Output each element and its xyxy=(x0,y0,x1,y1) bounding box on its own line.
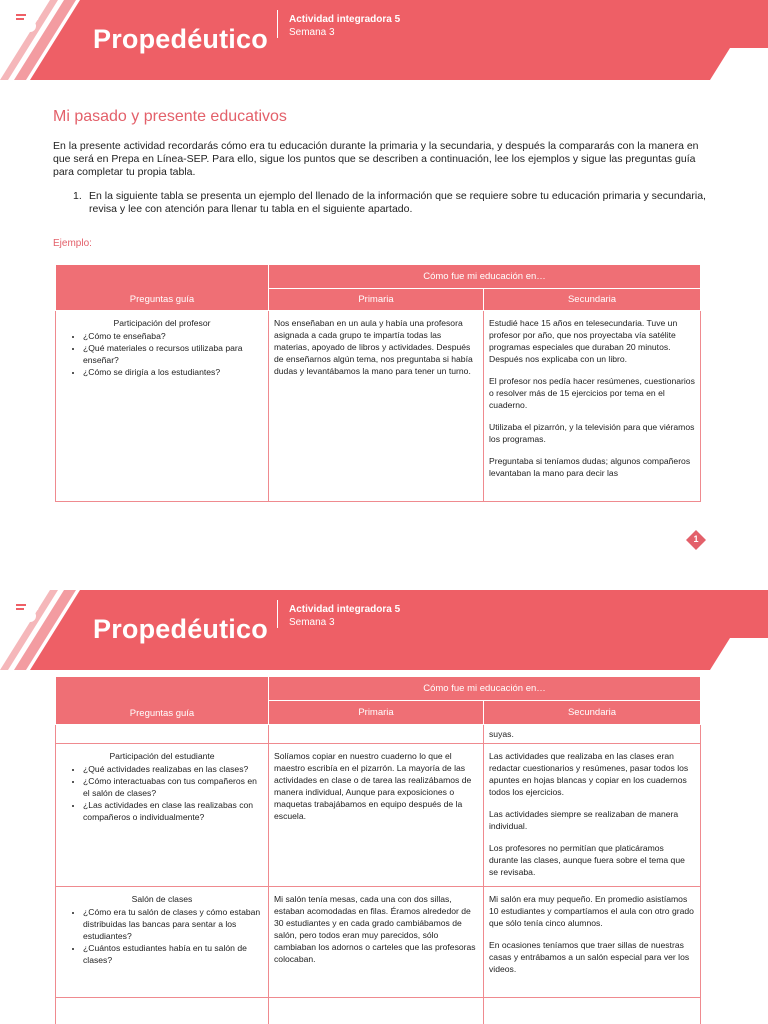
question-group-title: Participación del estudiante xyxy=(109,751,215,761)
question-item: • ¿Cuántos estudiantes había en tu salón de clases? xyxy=(83,942,263,966)
example-table-part-1 xyxy=(55,264,701,502)
secondary-answer-cell xyxy=(484,744,701,887)
answer-paragraph: Mi salón era muy pequeño. En promedio asistíamos 10 estudiantes y compartíamos el aula con otro grado que sólo tenía cinco alumnos. xyxy=(489,894,694,928)
answer-paragraph: suyas. xyxy=(489,729,514,739)
question-item: • ¿Cómo se dirigía a los estudiantes? xyxy=(83,366,263,378)
questions-cell xyxy=(56,311,269,502)
col-header-questions: Preguntas guía xyxy=(56,265,269,311)
primary-answer-cell xyxy=(269,311,484,502)
prepa-en-linea-logo-icon xyxy=(0,590,44,626)
brand-title: Propedéutico xyxy=(93,24,268,54)
question-item: • ¿Cómo era tu salón de clases y cómo estaban distribuidas las bancas para sentar a los estudiantes? xyxy=(83,906,263,942)
activity-week: Semana 3 xyxy=(289,617,335,628)
questions-cell xyxy=(56,725,269,744)
primary-answer-cell xyxy=(269,887,484,998)
question-list xyxy=(61,330,263,378)
answer-paragraph: Las actividades siempre se realizaban de manera individual. xyxy=(489,809,679,831)
table-row-profesor xyxy=(56,311,701,502)
questions-cell xyxy=(56,887,269,998)
page-gap xyxy=(0,562,768,590)
example-table-part-2 xyxy=(55,676,701,1024)
header-separator xyxy=(277,10,278,38)
table-row-next xyxy=(56,998,701,1024)
questions-cell xyxy=(56,744,269,887)
activity-title: Actividad integradora 5 xyxy=(289,604,401,615)
answer-paragraph: Preguntaba si teníamos dudas; algunos compañeros levantaban la mano para decir las xyxy=(489,456,691,478)
question-item: • ¿Qué materiales o recursos utilizaba para enseñar? xyxy=(83,342,263,366)
question-item: • ¿Cómo interactuabas con tus compañeros en el salón de clases? xyxy=(83,775,263,799)
question-group-title: Salón de clases xyxy=(131,894,193,904)
instruction-step-1 xyxy=(73,190,713,216)
primary-answer-cell xyxy=(269,725,484,744)
answer-paragraph: Las actividades que realizaba en las clases eran redactar cuestionarios y resúmenes, pasar todos los apuntes en hojas blancas y copiar en los cuadernos todos los ejercicios. xyxy=(489,751,689,797)
answer-paragraph: El profesor nos pedía hacer resúmenes, cuestionarios o resolver más de 15 ejercicios por tema en el cuaderno. xyxy=(489,376,695,410)
activity-week: Semana 3 xyxy=(289,27,335,38)
table-row-continuation xyxy=(56,725,701,744)
secondary-answer-cell xyxy=(484,725,701,744)
header-banner xyxy=(0,590,768,670)
brand-title: Propedéutico xyxy=(93,614,268,644)
step-text: En la siguiente tabla se presenta un ejemplo del llenado de la información que se requiere sobre tu educación primaria y secundaria, revisa y lee con atención para llenar tu tabla en el siguiente apartado. xyxy=(89,190,706,215)
document-page-2 xyxy=(0,590,768,1024)
answer-paragraph: Solíamos copiar en nuestro cuaderno lo que el maestro escribía en el pizarrón. La mayoría de las actividades en clase o de tarea las realizábamos de manera individual, Aunque para exposiciones o maquetas trabajábamos en equipo después de la escuela. xyxy=(274,751,472,821)
example-label: Ejemplo: xyxy=(53,238,92,249)
header-banner xyxy=(0,0,768,80)
prepa-en-linea-logo-icon xyxy=(0,0,44,36)
activity-title: Actividad integradora 5 xyxy=(289,14,401,25)
answer-paragraph: Estudié hace 15 años en telesecundaria. Tuve un profesor por año, que nos proyectaba vía satélite programas especiales que duraban 20 minutos. Después nos explicaba con un libro. xyxy=(489,318,678,364)
header-separator xyxy=(277,600,278,628)
activity-heading: Mi pasado y presente educativos xyxy=(53,108,287,125)
col-header-group: Cómo fue mi educación en… xyxy=(269,265,701,289)
secondary-answer-cell xyxy=(484,887,701,998)
answer-paragraph: Mi salón tenía mesas, cada una con dos sillas, estaban acomodadas en filas. Éramos alrededor de 30 estudiantes y en cada grado cambiábamos de salón, pero todos eran muy parecidos, sólo cambiaban los adornos o carteles que las profesoras colocaban. xyxy=(274,894,476,964)
col-header-secondary: Secundaria xyxy=(484,289,701,311)
answer-paragraph: En ocasiones teníamos que traer sillas de nuestras casas y entrábamos a un salón especial para ver los videos. xyxy=(489,940,690,974)
answer-paragraph: Los profesores no permitían que platicáramos durante las clases, aunque fuera sobre el tema que se revisaba. xyxy=(489,843,685,877)
col-header-questions: Preguntas guía xyxy=(56,677,269,725)
question-item: • ¿Qué actividades realizabas en las clases? xyxy=(83,763,263,775)
col-header-primary: Primaria xyxy=(269,701,484,725)
intro-paragraph: En la presente actividad recordarás cómo era tu educación durante la primaria y la secundaria, y después la compararás con la manera en que será en Prepa en Línea-SEP. Para ello, sigue los puntos que se describen a continuación, lee los ejemplos y sigue las preguntas guía para completar tu propia tabla. xyxy=(53,140,699,178)
step-number: 1. xyxy=(73,190,82,202)
col-header-group: Cómo fue mi educación en… xyxy=(269,677,701,701)
secondary-answer-cell xyxy=(484,998,701,1024)
answer-paragraph: Nos enseñaban en un aula y había una profesora asignada a cada grupo te impartía todas las materias, apoyado de libros y actividades. Después de enseñarnos algún tema, nos preguntaba si había dudas y levantábamos la mano para tener un turno. xyxy=(274,318,473,376)
page-number: 1 xyxy=(693,534,699,544)
question-list xyxy=(61,906,263,966)
question-item: • ¿Las actividades en clase las realizabas con compañeros o individualmente? xyxy=(83,799,263,823)
col-header-secondary: Secundaria xyxy=(484,701,701,725)
question-item: • ¿Cómo te enseñaba? xyxy=(83,330,263,342)
table-row-estudiante xyxy=(56,744,701,887)
col-header-primary: Primaria xyxy=(269,289,484,311)
question-group-title: Participación del profesor xyxy=(113,318,211,328)
questions-cell xyxy=(56,998,269,1024)
question-list xyxy=(61,763,263,823)
answer-paragraph: Utilizaba el pizarrón, y la televisión para que viéramos los programas. xyxy=(489,422,695,444)
secondary-answer-cell xyxy=(484,311,701,502)
table-row-salon xyxy=(56,887,701,998)
primary-answer-cell xyxy=(269,998,484,1024)
primary-answer-cell xyxy=(269,744,484,887)
